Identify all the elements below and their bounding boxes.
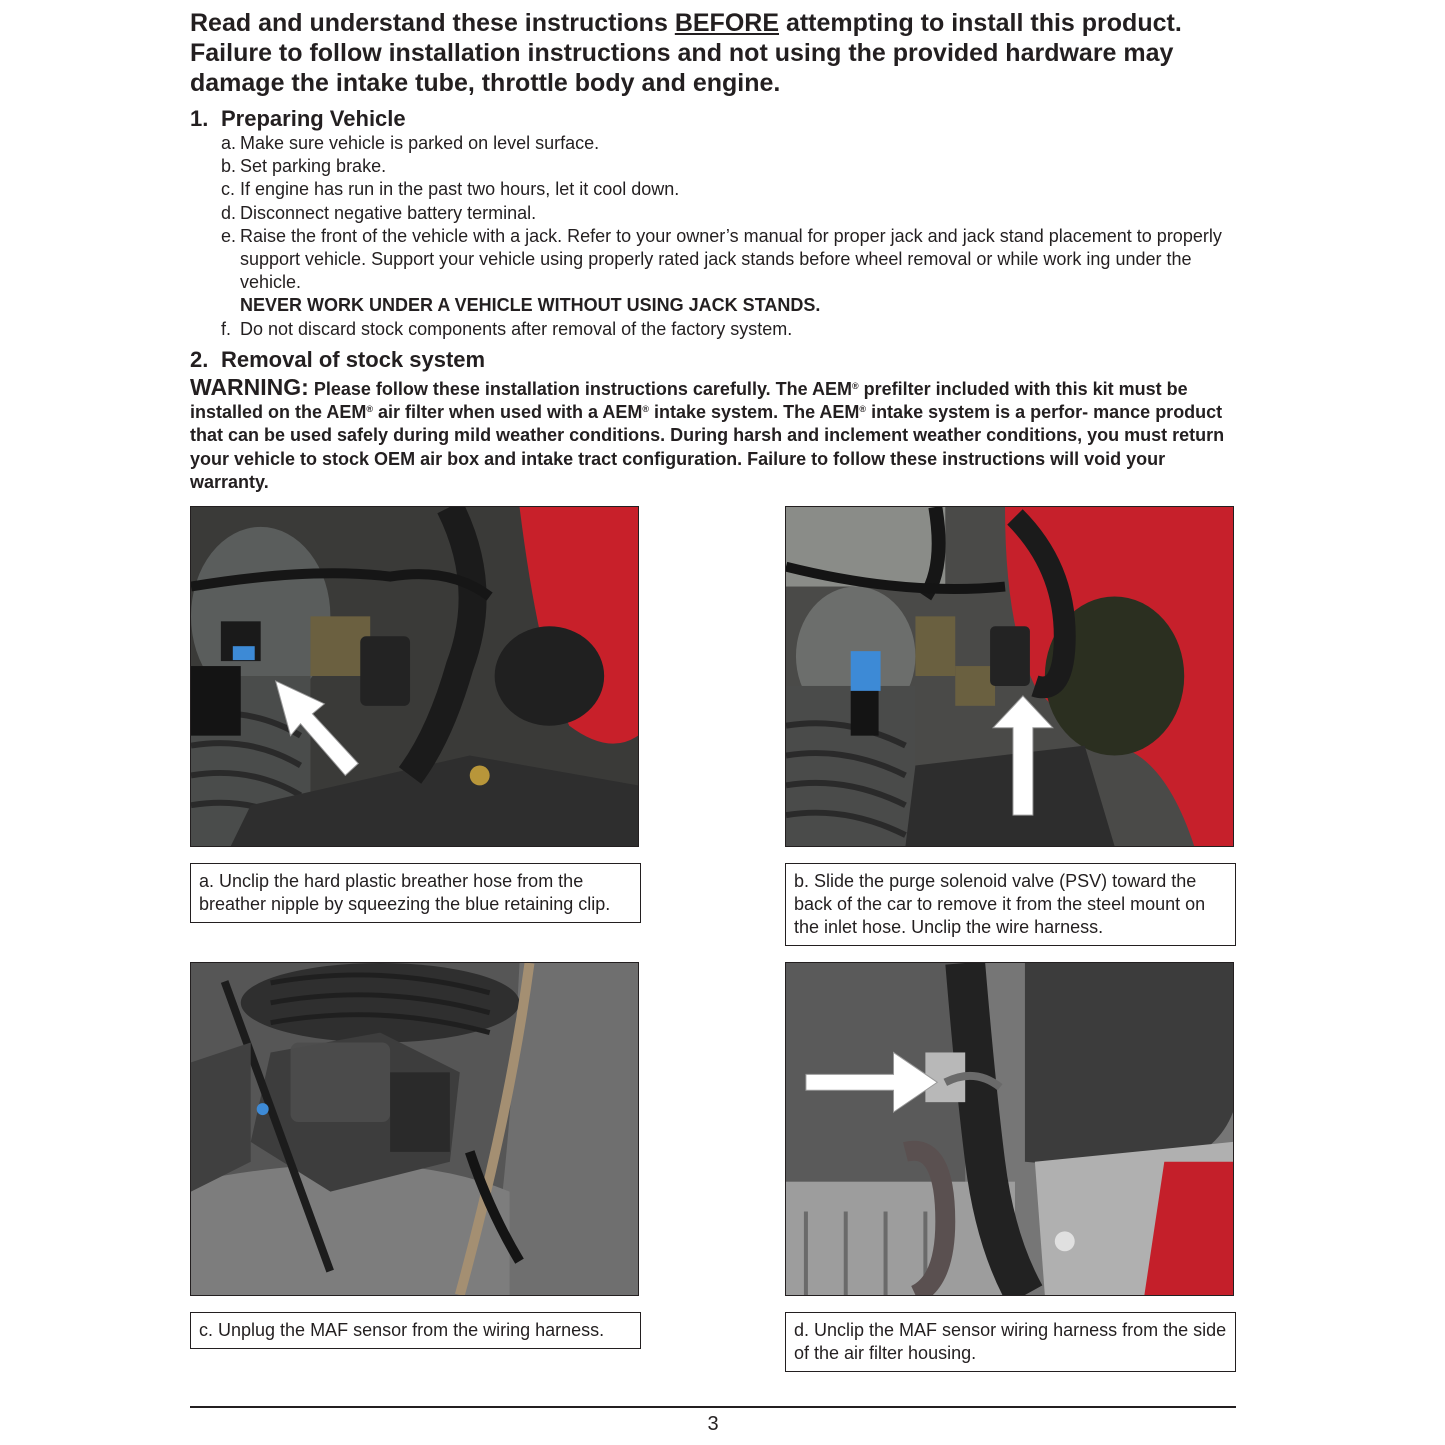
caption-a: a. Unclip the hard plastic breather hose from the breather nipple by squeezing the blue retaining clip.: [190, 863, 641, 923]
warning-label: WARNING:: [190, 374, 309, 400]
step-letter: c.: [221, 179, 236, 200]
registered-mark: ®: [859, 404, 867, 415]
section-2-number: 2.: [190, 347, 209, 372]
caption-c: c. Unplug the MAF sensor from the wiring harness.: [190, 1312, 641, 1349]
page-number: 3: [707, 1413, 719, 1435]
step-letter: a.: [221, 133, 237, 153]
list-item: [210, 318, 1230, 341]
registered-mark: ®: [851, 381, 859, 391]
caption-d: d. Unclip the MAF sensor wiring harness from the side of the air filter housing.: [785, 1312, 1236, 1372]
jack-stand-warning: NEVER WORK UNDER A VEHICLE WITHOUT USING JACK STANDS.: [240, 295, 821, 316]
instruction-page: [190, 0, 1236, 1445]
step-text: If engine has run in the past two hours, let it cool down.: [240, 179, 680, 200]
intro-text-rest: attempting to install this product. Failure to follow installation instructions and not using the provided hardware may damage the intake tube, throttle body and engine.: [190, 9, 1182, 97]
step-letter: e.: [221, 225, 237, 246]
list-item: [210, 155, 1230, 178]
list-item: [210, 225, 1230, 318]
warning-text: Please follow these installation instructions carefully. The AEM: [308, 379, 852, 399]
warning-text: intake system is a perfor- mance product that can be used safely during mild weather conditions. During harsh and inclement weather conditions, you must return your vehicle to stock OEM air box and intake tract configuration. Failure to follow these instructions will void your warranty.: [190, 402, 1225, 492]
warning-text: intake system. The AEM: [649, 402, 860, 423]
intro-emphasis: BEFORE: [674, 9, 779, 37]
warning-paragraph: [190, 376, 1236, 494]
footer-rule: [190, 1406, 1236, 1408]
section-2-heading: [190, 347, 485, 373]
step-letter: f.: [221, 318, 232, 339]
photo-breather-hose: [190, 506, 639, 847]
step-letter: b.: [221, 156, 237, 177]
step-text: Set parking brake.: [240, 156, 387, 177]
step-text: Make sure vehicle is parked on level surface.: [240, 133, 600, 153]
photo-maf-sensor: [190, 962, 639, 1296]
step-text: Do not discard stock components after removal of the factory system.: [240, 318, 793, 339]
list-item: [210, 202, 1230, 225]
list-item: [210, 178, 1230, 201]
step-text: Raise the front of the vehicle with a jack. Refer to your owner’s manual for proper jack and jack stand placement to properly support vehicle. Support your vehicle using properly rated jack stands before wheel removal or while work ing under the vehicle.: [240, 225, 1222, 293]
preparing-steps-list: [210, 132, 1230, 341]
photo-purge-solenoid: [785, 506, 1234, 847]
section-2-title: Removal of stock system: [221, 347, 486, 372]
intro-text: Read and understand these instructions: [190, 9, 675, 37]
list-item: [210, 132, 1230, 155]
registered-mark: ®: [642, 404, 650, 415]
registered-mark: ®: [366, 404, 373, 415]
section-1-number: 1.: [190, 106, 209, 131]
warning-text: prefilter included with this kit must be installed on the AEM: [190, 379, 1188, 423]
caption-b: b. Slide the purge solenoid valve (PSV) toward the back of the car to remove it from the steel mount on the inlet hose. Unclip the wire harness.: [785, 863, 1236, 946]
intro-warning: [190, 8, 1236, 98]
photo-maf-harness: [785, 962, 1234, 1296]
warning-text: air filter when used with a AEM: [372, 402, 643, 423]
section-1-title: Preparing Vehicle: [221, 106, 406, 131]
step-letter: d.: [221, 202, 237, 223]
step-text: Disconnect negative battery terminal.: [240, 202, 537, 223]
section-1-heading: [190, 106, 406, 132]
